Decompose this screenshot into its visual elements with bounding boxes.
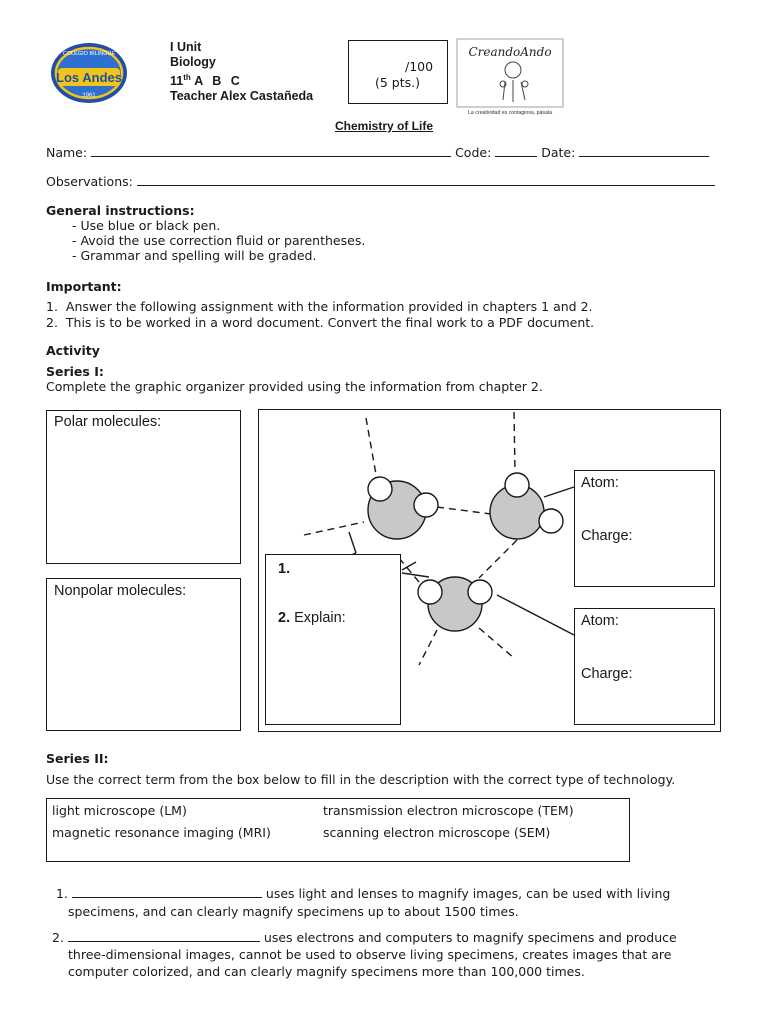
term-item: transmission electron microscope (TEM): [323, 803, 574, 818]
svg-text:La creatividad es contagiosa,: La creatividad es contagiosa, pásala: [468, 110, 552, 116]
series2-heading: Series II:: [46, 751, 109, 766]
terms-box: [46, 798, 630, 862]
instruction-item: - Use blue or black pen.: [72, 218, 221, 233]
connector-line: [349, 532, 356, 553]
instruction-item: - Avoid the use correction fluid or parentheses.: [72, 233, 366, 248]
water-molecule: [490, 473, 563, 539]
svg-text:1961: 1961: [82, 93, 96, 99]
question-1-label: 1.: [278, 561, 291, 577]
term-item: magnetic resonance imaging (MRI): [52, 825, 271, 840]
nonpolar-molecules-box[interactable]: [46, 578, 241, 731]
series2-question-2-cont: three-dimensional images, cannot be used to observe living specimens, creates images that are: [68, 947, 672, 962]
hydrogen-bond-line: [419, 630, 437, 665]
name-row: [46, 145, 709, 160]
unit-label: I Unit: [170, 40, 202, 54]
svg-text:CreandoAndo: CreandoAndo: [468, 45, 552, 59]
water-molecule: [418, 577, 492, 631]
observations-label: Observations:: [46, 174, 133, 189]
connector-line: [402, 573, 429, 577]
connector-line: [402, 562, 416, 570]
hydrogen-bond-line: [437, 507, 491, 514]
points-label: (5 pts.): [375, 75, 421, 90]
teacher-label: Teacher Alex Castañeda: [170, 89, 314, 104]
subject-label: Biology: [170, 55, 216, 69]
charge-label: Charge:: [581, 528, 633, 544]
term-item: light microscope (LM): [52, 803, 187, 818]
page-title: Chemistry of Life: [334, 119, 433, 133]
series1-instruction: Complete the graphic organizer provided using the information from chapter 2.: [46, 379, 543, 394]
question-box[interactable]: [265, 554, 401, 725]
atom-label: Atom:: [581, 613, 619, 629]
series2-question-2-cont: computer colorized, and can clearly magnify specimens more than 100,000 times.: [68, 964, 585, 979]
atom-charge-box-1[interactable]: [574, 470, 715, 587]
activity-heading: Activity: [46, 343, 100, 358]
series2-question-1: 1. uses light and lenses to magnify images, can be used with living: [56, 886, 671, 901]
connector-line: [544, 487, 574, 497]
term-item: scanning electron microscope (SEM): [323, 825, 551, 840]
svg-text:Los Andes: Los Andes: [56, 70, 122, 85]
hydrogen-bond-line: [479, 628, 514, 658]
score-label: /100: [405, 59, 434, 74]
svg-text:COLEGIO BILINGÜE: COLEGIO BILINGÜE: [62, 51, 116, 57]
name-line[interactable]: [91, 146, 451, 157]
date-label: Date:: [541, 145, 576, 160]
question-2-label: 2. Explain:: [278, 610, 346, 626]
answer-line[interactable]: [72, 887, 262, 898]
connector-line: [497, 595, 574, 635]
charge-label: Charge:: [581, 666, 633, 682]
school-logo: [48, 40, 130, 106]
brand-logo: [455, 38, 567, 118]
grade-label: 11th A B C: [170, 73, 243, 89]
hydrogen-bond-line: [366, 418, 377, 480]
name-label: Name:: [46, 145, 88, 160]
date-line[interactable]: [579, 146, 709, 157]
instruction-item: - Grammar and spelling will be graded.: [72, 248, 317, 263]
hydrogen-bond-line: [514, 412, 515, 472]
series2-question-2: 2. uses electrons and computers to magnify specimens and produce: [52, 930, 677, 945]
code-line[interactable]: [495, 146, 537, 157]
score-box: [348, 40, 448, 104]
instructions-heading: General instructions:: [46, 203, 195, 218]
hydrogen-bond-line: [479, 540, 517, 578]
nonpolar-molecules-label: Nonpolar molecules:: [54, 583, 187, 599]
polar-molecules-box[interactable]: [46, 410, 241, 564]
series1-heading: Series I:: [46, 364, 104, 379]
polar-molecules-label: Polar molecules:: [54, 414, 162, 430]
important-item: 2. This is to be worked in a word document. Convert the final work to a PDF document.: [46, 315, 595, 330]
atom-charge-box-2[interactable]: [574, 608, 715, 725]
series2-instruction: Use the correct term from the box below to fill in the description with the correct type of technology.: [46, 772, 676, 787]
diagram-frame: [258, 409, 721, 732]
hydrogen-bond-line: [304, 522, 364, 535]
important-item: 1. Answer the following assignment with the information provided in chapters 1 and 2.: [46, 299, 593, 314]
header-info: [170, 40, 313, 104]
answer-line[interactable]: [68, 931, 260, 942]
important-heading: Important:: [46, 279, 122, 294]
water-molecule: [368, 477, 438, 539]
atom-label: Atom:: [581, 475, 619, 491]
code-label: Code:: [455, 145, 492, 160]
observations-row: [46, 174, 715, 189]
observations-line[interactable]: [137, 175, 715, 186]
series2-question-1-cont: specimens, and can clearly magnify specimens up to about 1500 times.: [68, 904, 519, 919]
